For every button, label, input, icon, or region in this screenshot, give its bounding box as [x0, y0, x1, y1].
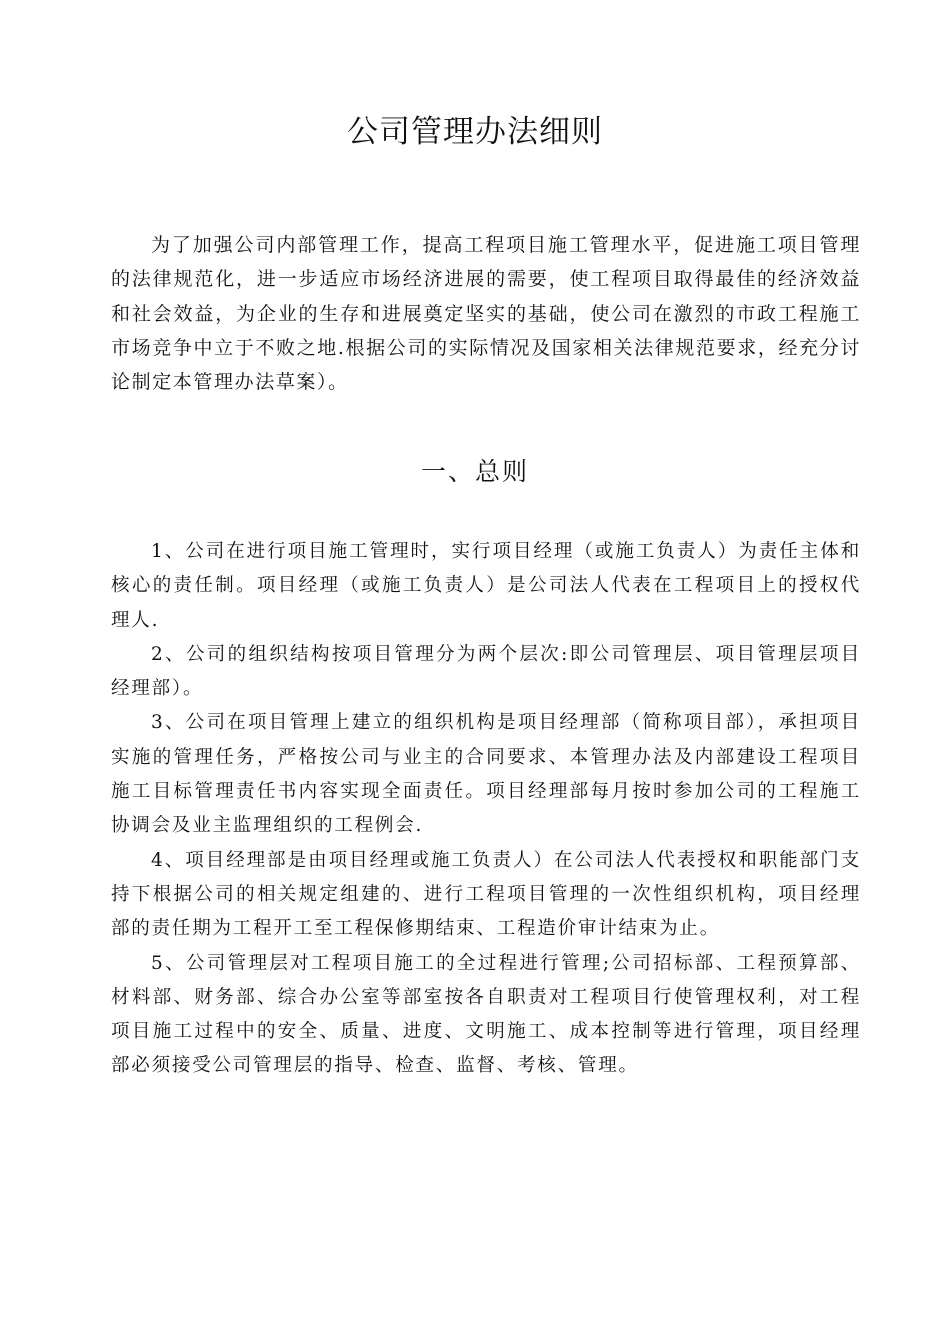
- intro-paragraph: 为了加强公司内部管理工作，提高工程项目施工管理水平，促进施工项目管理的法律规范化，进一步适应市场经济进展的需要，使工程项目取得最佳的经济效益和社会效益，为企业的生存和进展奠定坚实的基础，使公司在激烈的市政工程施工市场竞争中立于不败之地.根据公司的实际情况及国家相关法律规范要求，经充分讨论制定本管理办法草案）。: [111, 234, 861, 394]
- section-heading-general: 一、总则: [420, 457, 529, 486]
- clause-4: 4、项目经理部是由项目经理或施工负责人）在公司法人代表授权和职能部门支持下根据公司的相关规定组建的、进行工程项目管理的一次性组织机构，项目经理部的责任期为工程开工至工程保修期结束、工程造价审计结束为止。: [111, 849, 861, 940]
- clause-2: 2、公司的组织结构按项目管理分为两个层次:即公司管理层、项目管理层项目经理部）。: [111, 643, 861, 700]
- clause-5: 5、公司管理层对工程项目施工的全过程进行管理;公司招标部、工程预算部、材料部、财务部、综合办公室等部室按各自职责对工程项目行使管理权利，对工程项目施工过程中的安全、质量、进度、文明施工、成本控制等进行管理，项目经理部必须接受公司管理层的指导、检查、监督、考核、管理。: [111, 952, 861, 1077]
- clause-list: [111, 535, 861, 1084]
- document-title: 公司管理办法细则: [347, 114, 603, 150]
- clause-1: 1、公司在进行项目施工管理时，实行项目经理（或施工负责人）为责任主体和核心的责任制。项目经理（或施工负责人）是公司法人代表在工程项目上的授权代理人.: [111, 541, 861, 631]
- clause-3: 3、公司在项目管理上建立的组织机构是项目经理部（简称项目部），承担项目实施的管理任务，严格按公司与业主的合同要求、本管理办法及内部建设工程项目施工目标管理责任书内容实现全面责任。项目经理部每月按时参加公司的工程施工协调会及业主监理组织的工程例会.: [111, 712, 861, 837]
